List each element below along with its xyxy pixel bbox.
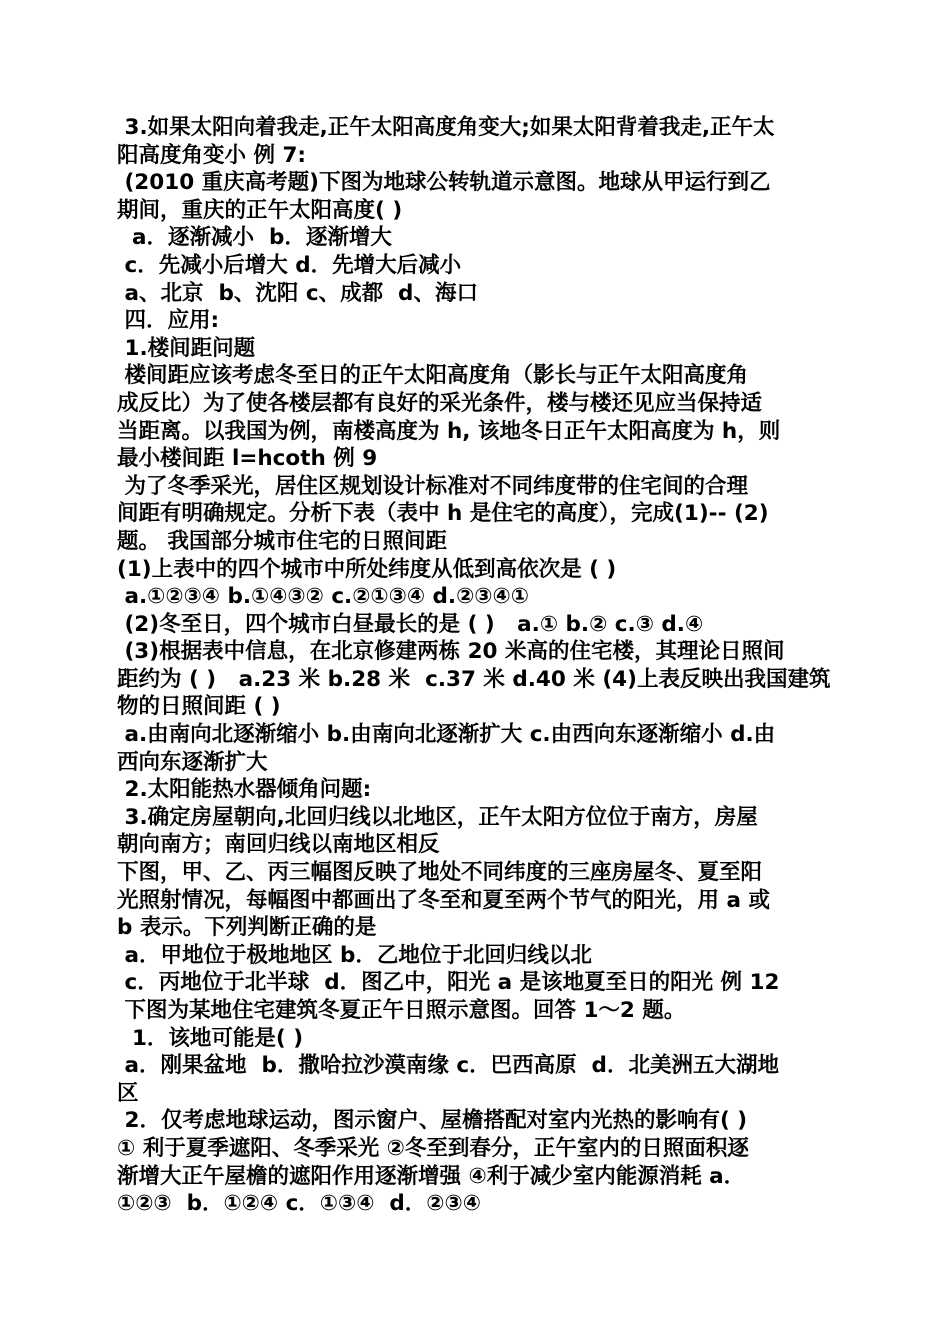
text-line: 区: [117, 1080, 139, 1106]
text-line: a．逐渐减小 b．逐渐增大: [117, 225, 392, 251]
text-line: a.①②③④ b.①④③② c.②①③④ d.②③④①: [117, 584, 529, 610]
text-line: 阳高度角变小 例 7:: [117, 142, 307, 168]
text-line: a．甲地位于极地地区 b．乙地位于北回归线以北: [117, 942, 592, 968]
text-line: 下图，甲、乙、丙三幅图反映了地处不同纬度的三座房屋冬、夏至阳: [117, 860, 763, 886]
text-line: (3)根据表中信息，在北京修建两栋 20 米高的住宅楼，其理论日照间: [117, 639, 785, 665]
text-line: 成反比）为了使各楼层都有良好的采光条件，楼与楼还见应当保持适: [117, 390, 763, 416]
text-line: 1．该地可能是( ): [117, 1025, 304, 1051]
text-line: c．丙地位于北半球 d．图乙中，阳光 a 是该地夏至日的阳光 例 12: [117, 970, 780, 996]
text-line: 物的日照间距 ( ): [117, 694, 281, 720]
text-line: b 表示。下列判断正确的是: [117, 915, 377, 941]
text-line: ① 利于夏季遮阳、冬季采光 ②冬至到春分，正午室内的日照面积逐: [117, 1135, 749, 1161]
text-line: a.由南向北逐渐缩小 b.由南向北逐渐扩大 c.由西向东逐渐缩小 d.由: [117, 722, 776, 748]
text-line: (2010 重庆高考题)下图为地球公转轨道示意图。地球从甲运行到乙: [117, 170, 771, 196]
text-line: 3.确定房屋朝向,北回归线以北地区，正午太阳方位位于南方，房屋: [117, 804, 758, 830]
subsection-heading: 1.楼间距问题: [117, 335, 256, 361]
text-line: (2)冬至日，四个城市白昼最长的是 ( ) a.① b.② c.③ d.④: [117, 611, 704, 637]
text-line: 下图为某地住宅建筑冬夏正午日照示意图。回答 1～2 题。: [117, 998, 686, 1023]
text-line: 间距有明确规定。分析下表（表中 h 是住宅的高度），完成(1)-- (2): [117, 501, 769, 527]
text-line: 最小楼间距 l=hcoth 例 9: [117, 446, 378, 472]
text-line: 期间，重庆的正午太阳高度( ): [117, 197, 403, 223]
subsection-heading: 2.太阳能热水器倾角问题:: [117, 777, 372, 803]
section-heading: 四．应用:: [117, 308, 220, 334]
text-line: 3.如果太阳向着我走,正午太阳高度角变大;如果太阳背着我走,正午太: [117, 115, 775, 140]
text-line: 题。 我国部分城市住宅的日照间距: [117, 528, 447, 554]
text-line: c．先减小后增大 d．先增大后减小: [117, 252, 462, 278]
text-line: 距约为 ( ) a.23 米 b.28 米 c.37 米 d.40 米 (4)上表反映出我国建筑: [117, 666, 831, 692]
text-line: 光照射情况，每幅图中都画出了冬至和夏至两个节气的阳光，用 a 或: [117, 887, 770, 913]
text-line: 渐增大正午屋檐的遮阳作用逐渐增强 ④利于减少室内能源消耗 a．: [117, 1163, 746, 1189]
text-line: 当距离。以我国为例，南楼高度为 h, 该地冬日正午太阳高度为 h，则: [117, 418, 781, 444]
text-line: 2．仅考虑地球运动，图示窗户、屋檐搭配对室内光热的影响有( ): [117, 1108, 748, 1134]
text-line: a．刚果盆地 b．撒哈拉沙漠南缘 c．巴西高原 d．北美洲五大湖地: [117, 1053, 779, 1079]
document-body: [117, 114, 837, 1218]
text-line: 朝向南方；南回归线以南地区相反: [117, 832, 440, 858]
text-line: 楼间距应该考虑冬至日的正午太阳高度角（影长与正午太阳高度角: [117, 363, 748, 389]
text-line: 西向东逐渐扩大: [117, 749, 268, 775]
text-line: ①②③ b．①②④ c．①③④ d．②③④: [117, 1191, 481, 1217]
text-line: 为了冬季采光，居住区规划设计标准对不同纬度带的住宅间的合理: [117, 473, 748, 499]
text-line: a、北京 b、沈阳 c、成都 d、海口: [117, 280, 478, 306]
text-line: (1)上表中的四个城市中所处纬度从低到高依次是 ( ): [117, 556, 617, 582]
